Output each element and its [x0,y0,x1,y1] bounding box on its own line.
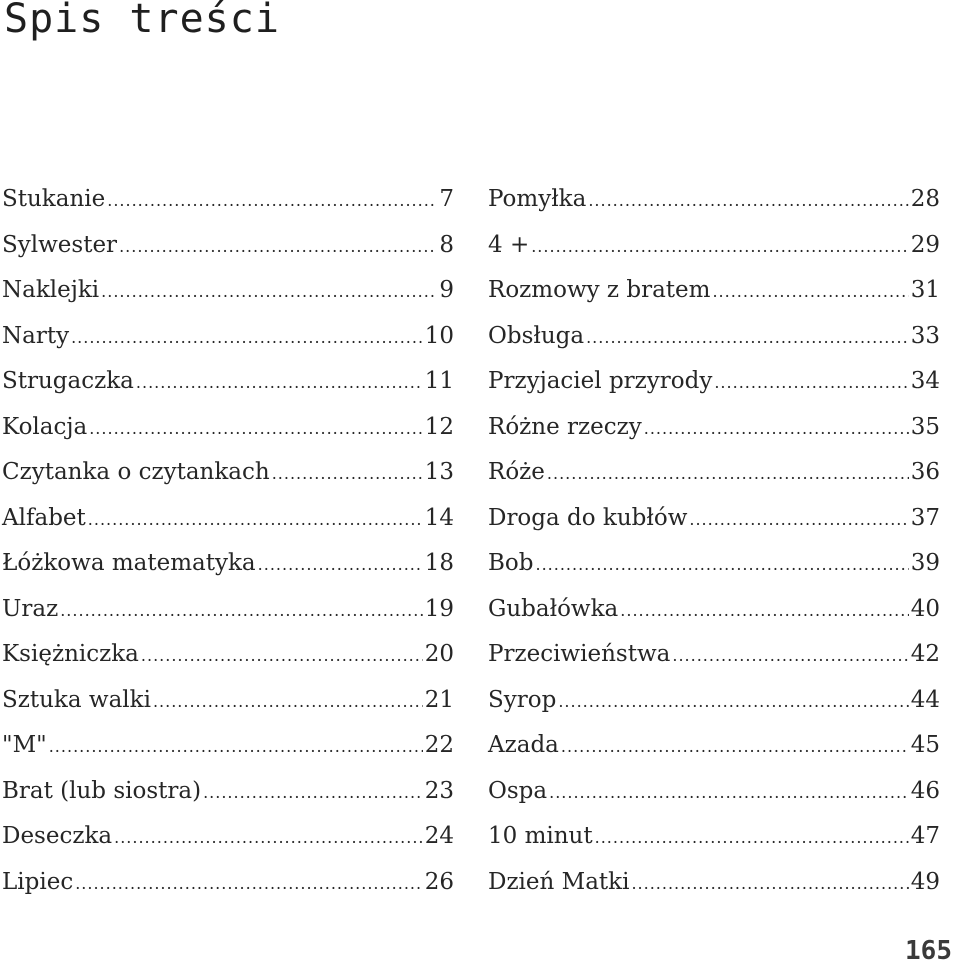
toc-leader [689,497,908,543]
toc-leader [672,633,908,679]
toc-entry-page: 10 [424,322,454,349]
toc-entry[interactable] [2,541,454,587]
toc-leader [119,224,437,270]
toc-entry-title: Ospa [488,777,548,804]
toc-leader [712,269,908,315]
toc-entry[interactable] [2,268,454,314]
toc-leader [141,633,423,679]
toc-leader [714,360,908,406]
toc-entry[interactable] [2,223,454,269]
toc-leader [531,224,909,270]
toc-entry-title: Alfabet [2,504,86,531]
toc-leader [101,269,437,315]
toc-leader [136,360,423,406]
toc-entry-title: Rozmowy z bratem [488,277,711,303]
toc-leader [586,315,909,361]
toc-leader [258,542,423,588]
toc-entry[interactable] [2,405,454,451]
toc-entry-page: 20 [424,641,454,667]
toc-entry-page: 11 [424,368,454,394]
toc-entry[interactable] [2,496,454,542]
toc-entry-title: Sylwester [2,231,118,258]
toc-entry-page: 29 [910,231,940,258]
toc-entry-page: 18 [424,550,454,576]
toc-entry-title: Stukanie [2,186,106,212]
toc-column-right [488,177,940,905]
toc-entry-page: 22 [424,732,454,758]
toc-entry[interactable] [2,814,454,860]
toc-entry-page: 42 [910,641,940,667]
toc-entry-title: Narty [2,322,70,349]
toc-entry-page: 49 [910,868,940,895]
toc-entry-title: Brat (lub siostra) [2,777,202,804]
toc-entry-page: 21 [424,686,454,713]
toc-leader [89,406,423,452]
toc-entry[interactable] [488,223,940,269]
toc-entry-page: 24 [424,823,454,849]
toc-entry-title: Dzień Matki [488,868,630,895]
toc-entry-title: Gubałówka [488,595,619,622]
toc-entry-title: Czytanka o czytankach [2,459,270,485]
toc-entry-page: 19 [424,595,454,622]
toc-entry-title: Naklejki [2,277,100,303]
toc-entry-page: 14 [424,504,454,531]
toc-entry-title: Obsługa [488,322,585,349]
toc-entry-page: 13 [424,459,454,485]
toc-entry[interactable] [2,587,454,633]
toc-entry-title: Łóżkowa matematyka [2,550,256,576]
toc-leader [547,451,909,497]
toc-entry[interactable] [488,769,940,815]
toc-entry-title: Deseczka [2,823,113,849]
toc-entry-title: Lipiec [2,868,74,895]
page-title: Spis treści [4,0,280,42]
toc-entry-title: Księżniczka [2,641,139,667]
toc-leader [595,815,909,861]
toc-entry[interactable] [2,860,454,906]
toc-entry[interactable] [488,723,940,769]
toc-entry-title: Pomyłka [488,186,587,212]
toc-entry-page: 47 [910,823,940,849]
toc-entry[interactable] [488,860,940,906]
toc-entry[interactable] [488,268,940,314]
toc-entry[interactable] [488,814,940,860]
toc-entry-page: 46 [910,777,940,804]
toc-leader [535,542,908,588]
toc-leader [153,679,423,725]
toc-entry-title: Syrop [488,686,557,713]
toc-entry-page: 7 [439,186,454,212]
toc-leader [75,861,423,907]
toc-entry-title: Kolacja [2,413,88,440]
toc-entry-page: 33 [910,322,940,349]
toc-entry[interactable] [2,359,454,405]
toc-column-left [2,177,454,905]
toc-entry-title: Sztuka walki [2,686,151,713]
toc-entry[interactable] [488,359,940,405]
toc-entry-page: 35 [910,413,940,440]
toc-entry[interactable] [488,541,940,587]
toc-leader [114,815,423,861]
toc-entry-title: Przyjaciel przyrody [488,368,713,394]
toc-leader [49,724,423,770]
toc-entry-page: 8 [439,231,454,258]
toc-entry[interactable] [488,177,940,223]
toc-entry-title: Azada [488,732,559,758]
toc-leader [631,861,908,907]
toc-entry-title: Droga do kubłów [488,504,688,531]
toc-leader [60,588,423,634]
toc-entry-page: 44 [910,686,940,713]
toc-leader [561,724,909,770]
toc-entry[interactable] [2,314,454,360]
toc-entry[interactable] [2,723,454,769]
toc-entry-page: 31 [910,277,940,303]
toc-entry[interactable] [2,177,454,223]
toc-leader [558,679,908,725]
toc-entry-page: 36 [910,459,940,485]
toc-leader [71,315,423,361]
toc-leader [203,770,423,816]
toc-entry-title: Róże [488,459,545,485]
toc-entry-title: Przeciwieństwa [488,641,671,667]
toc-entry-page: 39 [910,550,940,576]
toc-leader [588,178,908,224]
toc-entry-page: 26 [424,868,454,895]
toc-entry[interactable] [488,496,940,542]
toc-entry[interactable] [2,769,454,815]
toc-leader [88,497,423,543]
toc-leader [549,770,909,816]
toc-entry[interactable] [488,632,940,678]
toc-entry[interactable] [488,450,940,496]
toc-entry[interactable] [2,450,454,496]
toc-entry-page: 40 [910,595,940,622]
toc-entry-title: "M" [2,732,47,758]
toc-leader [107,178,437,224]
toc-leader [620,588,908,634]
toc-entry-page: 45 [910,732,940,758]
toc-entry-page: 37 [910,504,940,531]
toc-entry[interactable] [488,405,940,451]
toc-entry-title: Uraz [2,595,59,622]
toc-entry-page: 12 [424,413,454,440]
page-number: 165 [905,936,952,966]
toc-entry[interactable] [488,587,940,633]
toc-entry[interactable] [2,632,454,678]
toc-entry[interactable] [2,678,454,724]
toc-entry-page: 28 [910,186,940,212]
toc-entry-title: Strugaczka [2,368,134,394]
toc-leader [644,406,909,452]
toc-entry-page: 9 [439,277,454,303]
toc-entry-title: 10 minut [488,823,593,849]
toc-entry-title: Różne rzeczy [488,413,642,440]
toc-entry-title: 4 + [488,231,530,258]
toc-entry[interactable] [488,314,940,360]
toc-entry-page: 34 [910,368,940,394]
toc-entry[interactable] [488,678,940,724]
toc-entry-title: Bob [488,550,534,576]
toc-entry-page: 23 [424,777,454,804]
toc-leader [272,451,423,497]
